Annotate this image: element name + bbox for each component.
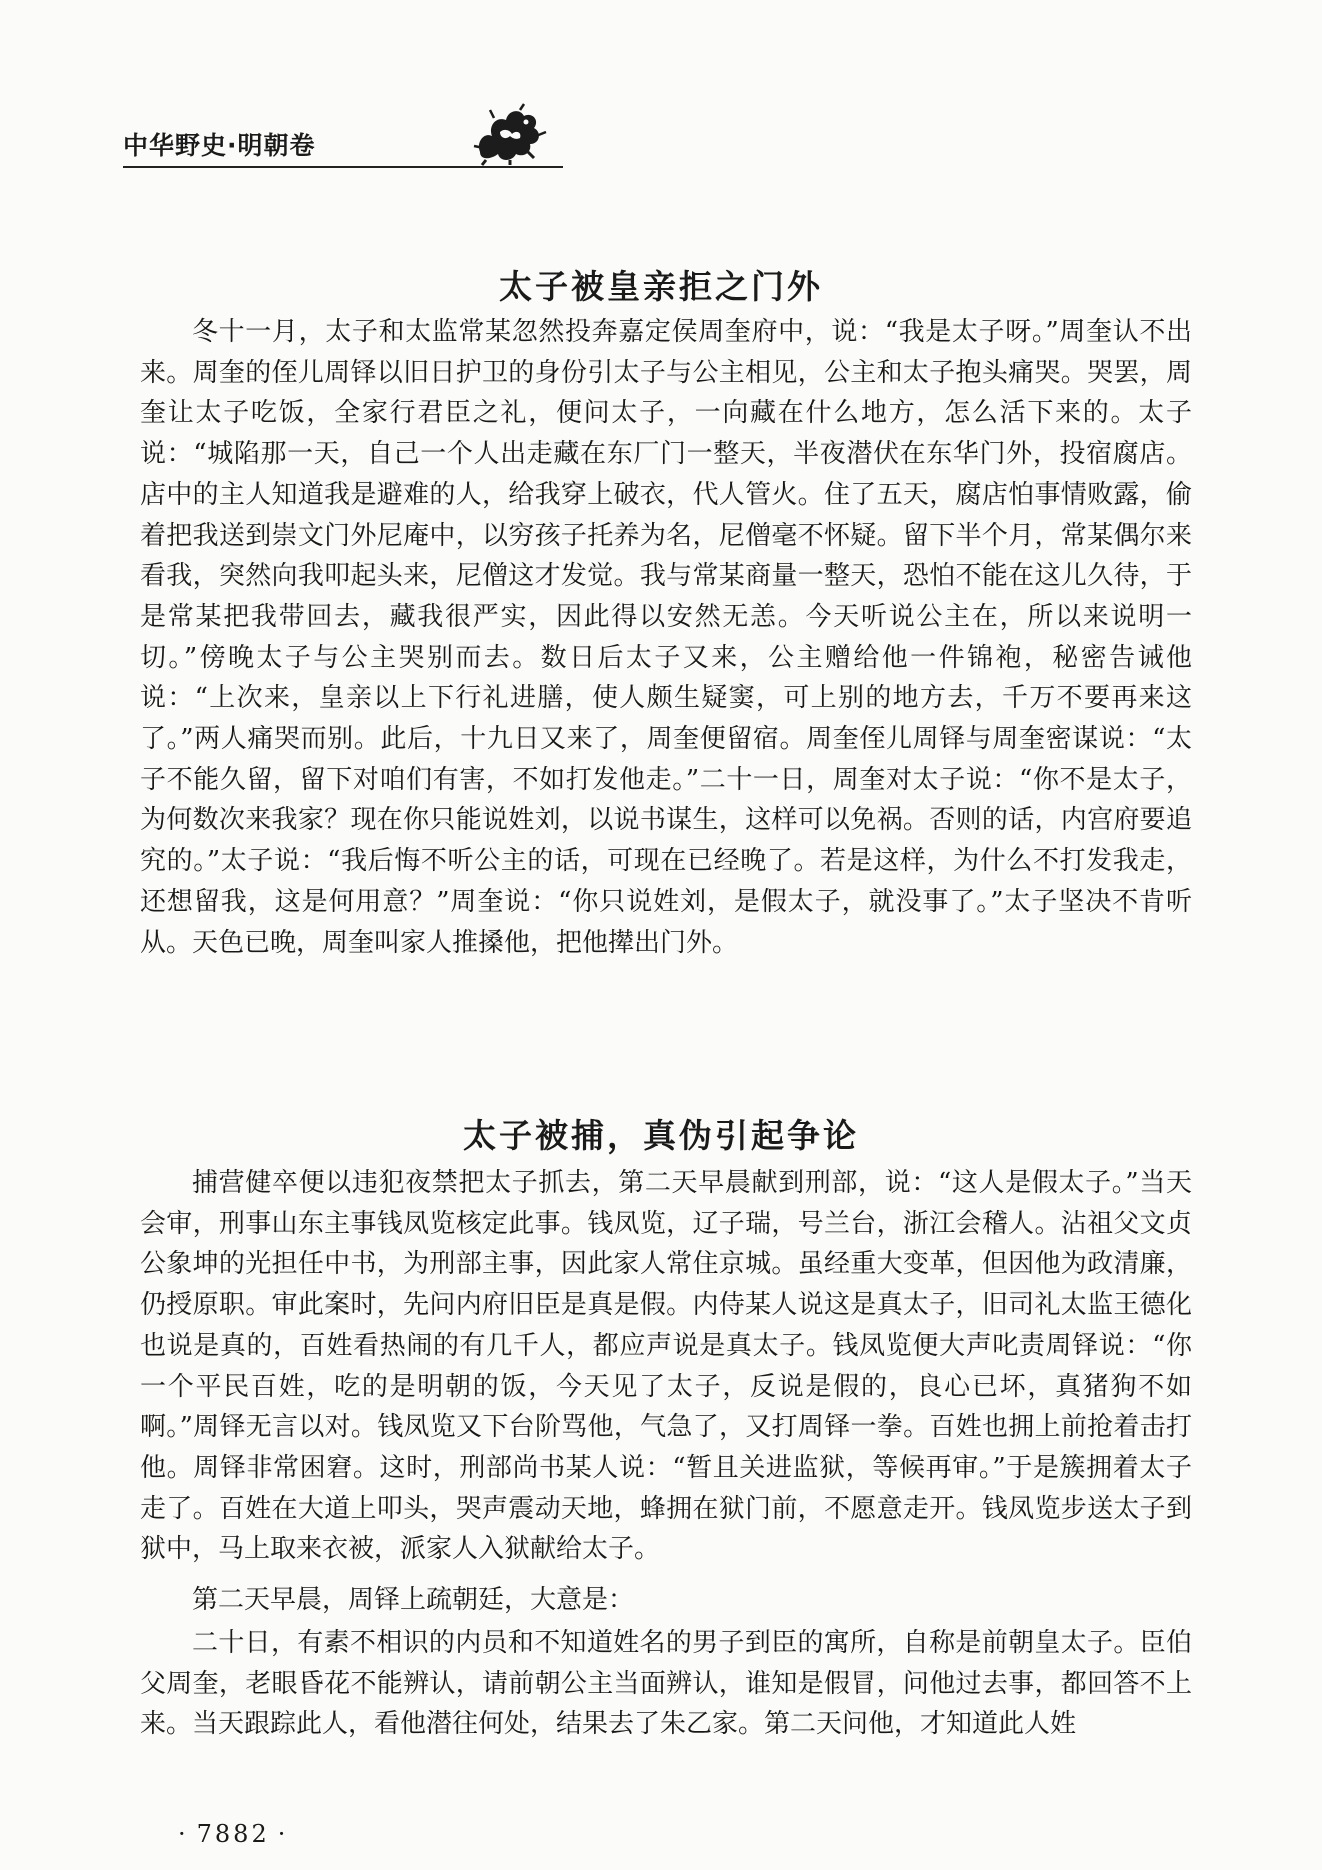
running-head-title: 中华野史·明朝卷 (123, 131, 316, 160)
body-paragraph: 二十日，有素不相识的内员和不知道姓名的男子到臣的寓所，自称是前朝皇太子。臣伯父周奎，老眼昏花不能辨认，请前朝公主当面辨认，谁知是假冒，问他过去事，都回答不上来。当天跟踪此人，看他潜往何处，结果去了朱乙家。第二天问他，才知道此人姓 (140, 1628, 1192, 1740)
page-number-value: 7882 (196, 1820, 270, 1848)
section-title: 太子被皇亲拒之门外 (499, 267, 823, 307)
body-paragraph: 第二天早晨，周铎上疏朝廷，大意是： (192, 1585, 635, 1615)
header-rule (123, 166, 563, 168)
body-paragraph: 捕营健卒便以违犯夜禁把太子抓去，第二天早晨献到刑部，说：“这人是假太子。”当天会审，刑事山东主事钱凤览核定此事。钱凤览，辽子瑞，号兰台，浙江会稽人。沾祖父文贞公象坤的光担任中书，为刑部主事，因此家人常住京城。虽经重大变革，但因他为政清廉，仍授原职。审此案时，先问内府旧臣是真是假。内侍某人说这是真太子，旧司礼太监王德化也说是真的，百姓看热闹的有几千人，都应声说是真太子。钱凤览便大声叱责周铎说：“你一个平民百姓，吃的是明朝的饭，今天见了太子，反说是假的，良心已坏，真猪狗不如啊。”周铎无言以对。钱凤览又下台阶骂他，气急了，又打周铎一拳。百姓也拥上前抢着击打他。周铎非常困窘。这时，刑部尚书某人说：“暂且关进监狱，等候再审。”于是簇拥着太子走了。百姓在大道上叩头，哭声震动天地，蜂拥在狱门前，不愿意走开。钱凤览步送太子到狱中，马上取来衣被，派家人入狱献给太子。 (140, 1168, 1192, 1565)
section-title: 太子被捕，真伪引起争论 (463, 1116, 859, 1156)
folio-dot: · (277, 1820, 289, 1848)
page-number (170, 1820, 296, 1848)
folio-dot: · (178, 1820, 189, 1848)
body-paragraph: 冬十一月，太子和太监常某忽然投奔嘉定侯周奎府中，说：“我是太子呀。”周奎认不出来。周奎的侄儿周铎以旧日护卫的身份引太子与公主相见，公主和太子抱头痛哭。哭罢，周奎让太子吃饭，全家行君臣之礼，便问太子，一向藏在什么地方，怎么活下来的。太子说：“城陷那一天，自己一个人出走藏在东厂门一整天，半夜潜伏在东华门外，投宿腐店。店中的主人知道我是避难的人，给我穿上破衣，代人管火。住了五天，腐店怕事情败露，偷着把我送到崇文门外尼庵中，以穷孩子托养为名，尼僧毫不怀疑。留下半个月，常某偶尔来看我，突然向我叩起头来，尼僧这才发觉。我与常某商量一整天，恐怕不能在这儿久待，于是常某把我带回去，藏我很严实，因此得以安然无恙。今天听说公主在，所以来说明一切。”傍晚太子与公主哭别而去。数日后太子又来，公主赠给他一件锦袍，秘密告诫他说：“上次来，皇亲以上下行礼进膳，使人颇生疑窦，可上别的地方去，千万不要再来这了。”两人痛哭而别。此后，十九日又来了，周奎便留宿。周奎侄儿周铎与周奎密谋说：“太子不能久留，留下对咱们有害，不如打发他走。”二十一日，周奎对太子说：“你不是太子，为何数次来我家？现在你只能说姓刘，以说书谋生，这样可以免祸。否则的话，内宫府要追究的。”太子说：“我后悔不听公主的话，可现在已经晚了。若是这样，为什么不打发我走，还想留我，这是何用意？”周奎说：“你只说姓刘，是假太子，就没事了。”太子坚决不肯听从。天色已晚，周奎叫家人推搡他，把他撵出门外。 (140, 317, 1192, 958)
dragon-emblem-icon (470, 102, 548, 166)
